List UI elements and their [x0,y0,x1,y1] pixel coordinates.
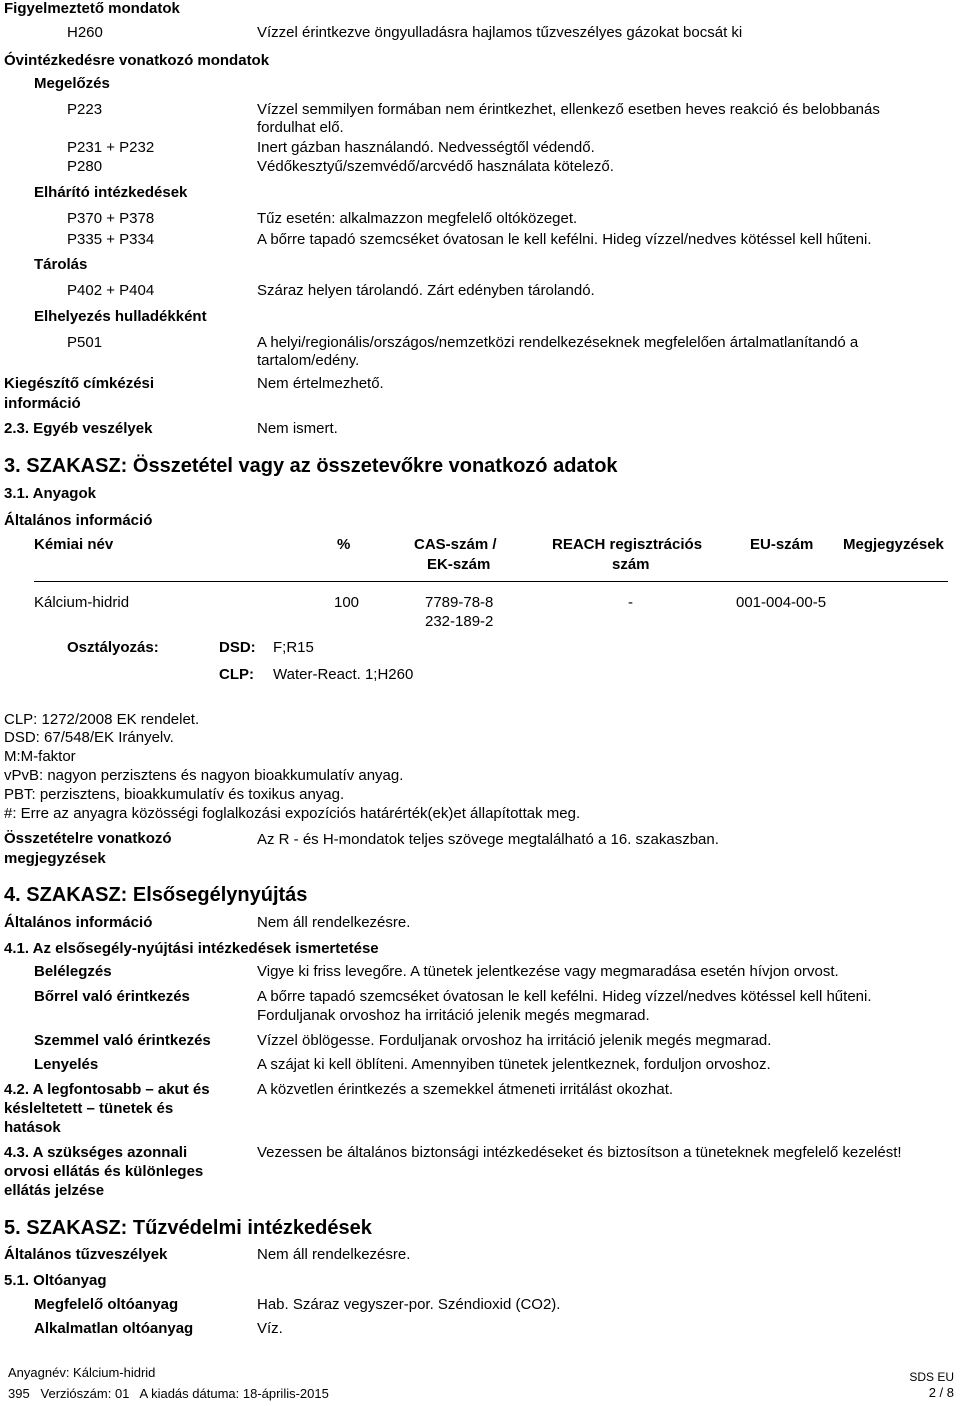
skin-contact-value-line2: Forduljanak orvoshoz ha irritáció jelenik megés megmarad. [257,1007,650,1024]
p501-code: P501 [67,334,103,351]
first-aid-general-label: Általános információ [4,914,153,931]
inhalation-value: Vigye ki friss levegőre. A tünetek jelentkezése vagy megmaradása esetén hívjon orvost. [257,963,839,980]
dsd-label: DSD: [219,639,256,656]
dsd-value: F;R15 [273,639,314,656]
p231-text: Inert gázban használandó. Nedvességtől védendő. [257,139,595,156]
suitable-media-label: Megfelelő oltóanyag [34,1296,179,1313]
p370-text: Tűz esetén: alkalmazzon megfelelő oltóközeget. [257,210,578,227]
col-reach-line2: szám [612,556,650,573]
note-line: vPvB: nagyon perzisztens és nagyon bioakkumulatív anyag. [4,767,404,784]
warning-statements-heading: Figyelmeztető mondatok [4,0,180,17]
ingestion-label: Lenyelés [34,1056,99,1073]
precautionary-statements-heading: Óvintézkedésre vonatkozó mondatok [4,52,270,69]
note-line: DSD: 67/548/EK Irányelv. [4,729,174,746]
row-percent: 100 [334,594,360,611]
other-hazards-value: Nem ismert. [257,420,338,437]
response-heading: Elhárító intézkedések [34,184,188,201]
composition-comments-label-line1: Összetételre vonatkozó [4,830,172,847]
p223-code: P223 [67,101,103,118]
unsuitable-media-value: Víz. [257,1320,283,1337]
medical-attention-label-line2: orvosi ellátás és különleges [4,1163,204,1180]
supplementary-label-line2: információ [4,395,81,412]
classification-label: Osztályozás: [67,639,159,656]
p501-text-line1: A helyi/regionális/országos/nemzetközi rendelkezéseknek megfelelően ártalmatlanítandó a [257,334,859,351]
clp-value: Water-React. 1;H260 [273,666,414,683]
row-reach: - [628,594,633,611]
note-line: #: Erre az anyagra közösségi foglalkozási expozíciós határérték(ek)et állapítottak meg. [4,805,581,822]
section-4-title: 4. SZAKASZ: Elsősegélynyújtás [4,884,308,906]
p501-text-line2: tartalom/edény. [257,352,360,369]
disposal-heading: Elhelyezés hulladékként [34,308,207,325]
footer-meta: 395 Verziószám: 01 A kiadás dátuma: 18-április-2015 [8,1386,329,1401]
symptoms-label-line3: hatások [4,1119,61,1136]
note-line: PBT: perzisztens, bioakkumulatív és toxikus anyag. [4,786,345,803]
footer-sds-label: SDS EU [909,1370,954,1384]
supplementary-label-line1: Kiegészítő címkézési [4,375,155,392]
clp-label: CLP: [219,666,254,683]
row-cas: 7789-78-8 [425,594,494,611]
first-aid-general-value: Nem áll rendelkezésre. [257,914,411,931]
p402-text: Száraz helyen tárolandó. Zárt edényben tárolandó. [257,282,595,299]
medical-attention-value: Vezessen be általános biztonsági intézkedéseket és biztosítson a tüneteknek megfelelő kezelést! [257,1144,902,1161]
p223-text-line2: fordulhat elő. [257,119,344,136]
section-5-title: 5. SZAKASZ: Tűzvédelmi intézkedések [4,1217,372,1239]
extinguishing-media-heading: 5.1. Oltóanyag [4,1272,107,1289]
ingestion-value: A szájat ki kell öblíteni. Amennyiben tünetek jelentkeznek, forduljon orvoshoz. [257,1056,771,1073]
note-line: CLP: 1272/2008 EK rendelet. [4,711,200,728]
col-cas-line1: CAS-szám / [414,536,497,553]
suitable-media-value: Hab. Száraz vegyszer-por. Széndioxid (CO2). [257,1296,561,1313]
footer-product-name: Anyagnév: Kálcium-hidrid [8,1365,156,1380]
col-notes: Megjegyzések [843,536,944,553]
footer-page-number: 2 / 8 [928,1385,954,1400]
skin-contact-label: Bőrrel való érintkezés [34,988,190,1005]
col-reach-line1: REACH regisztrációs [552,536,703,553]
unsuitable-media-label: Alkalmatlan oltóanyag [34,1320,194,1337]
row-chemical-name: Kálcium-hidrid [34,594,130,611]
p280-code: P280 [67,158,103,175]
p402-code: P402 + P404 [67,282,155,299]
general-info-heading: Általános információ [4,512,153,529]
p335-code: P335 + P334 [67,231,155,248]
eye-contact-value: Vízzel öblögesse. Forduljanak orvoshoz ha irritáció jelenik megés megmarad. [257,1032,772,1049]
p223-text-line1: Vízzel semmilyen formában nem érintkezhet, ellenkező esetben heves reakció és belobbanás [257,101,880,118]
medical-attention-label-line1: 4.3. A szükséges azonnali [4,1144,188,1161]
prevention-heading: Megelőzés [34,75,110,92]
skin-contact-value-line1: A bőrre tapadó szemcséket óvatosan le kell kefélni. Hideg vízzel/nedves kötéssel kell hűteni. [257,988,872,1005]
col-percent: % [337,536,351,553]
other-hazards-label: 2.3. Egyéb veszélyek [4,420,153,437]
row-eu: 001-004-00-5 [736,594,827,611]
substances-heading: 3.1. Anyagok [4,485,96,502]
medical-attention-label-line3: ellátás jelzése [4,1182,105,1199]
symptoms-value: A közvetlen érintkezés a szemekkel átmeneti irritálást okozhat. [257,1081,674,1098]
col-cas-line2: EK-szám [427,556,491,573]
fire-general-value: Nem áll rendelkezésre. [257,1246,411,1263]
p280-text: Védőkesztyű/szemvédő/arcvédő használata kötelező. [257,158,614,175]
note-line: M:M-faktor [4,748,76,765]
h260-code: H260 [67,24,103,41]
symptoms-label-line2: késleltetett – tünetek és [4,1100,174,1117]
h260-text: Vízzel érintkezve öngyulladásra hajlamos tűzveszélyes gázokat bocsát ki [257,24,743,41]
fire-general-label: Általános tűzveszélyek [4,1246,168,1263]
section-3-title: 3. SZAKASZ: Összetétel vagy az összetevőkre vonatkozó adatok [4,455,618,477]
first-aid-measures-heading: 4.1. Az elsősegély-nyújtási intézkedések ismertetése [4,940,379,957]
symptoms-label-line1: 4.2. A legfontosabb – akut és [4,1081,210,1098]
row-ec: 232-189-2 [425,613,494,630]
composition-comments-label-line2: megjegyzések [4,850,106,867]
p231-code: P231 + P232 [67,139,155,156]
composition-comments-value: Az R - és H-mondatok teljes szövege megtalálható a 16. szakaszban. [257,831,719,848]
storage-heading: Tárolás [34,256,88,273]
inhalation-label: Belélegzés [34,963,112,980]
table-header-rule [34,581,948,582]
supplementary-value: Nem értelmezhető. [257,375,384,392]
col-chemical-name: Kémiai név [34,536,114,553]
eye-contact-label: Szemmel való érintkezés [34,1032,211,1049]
p370-code: P370 + P378 [67,210,155,227]
p335-text: A bőrre tapadó szemcséket óvatosan le kell kefélni. Hideg vízzel/nedves kötéssel kell hűteni. [257,231,872,248]
col-eu-number: EU-szám [750,536,814,553]
